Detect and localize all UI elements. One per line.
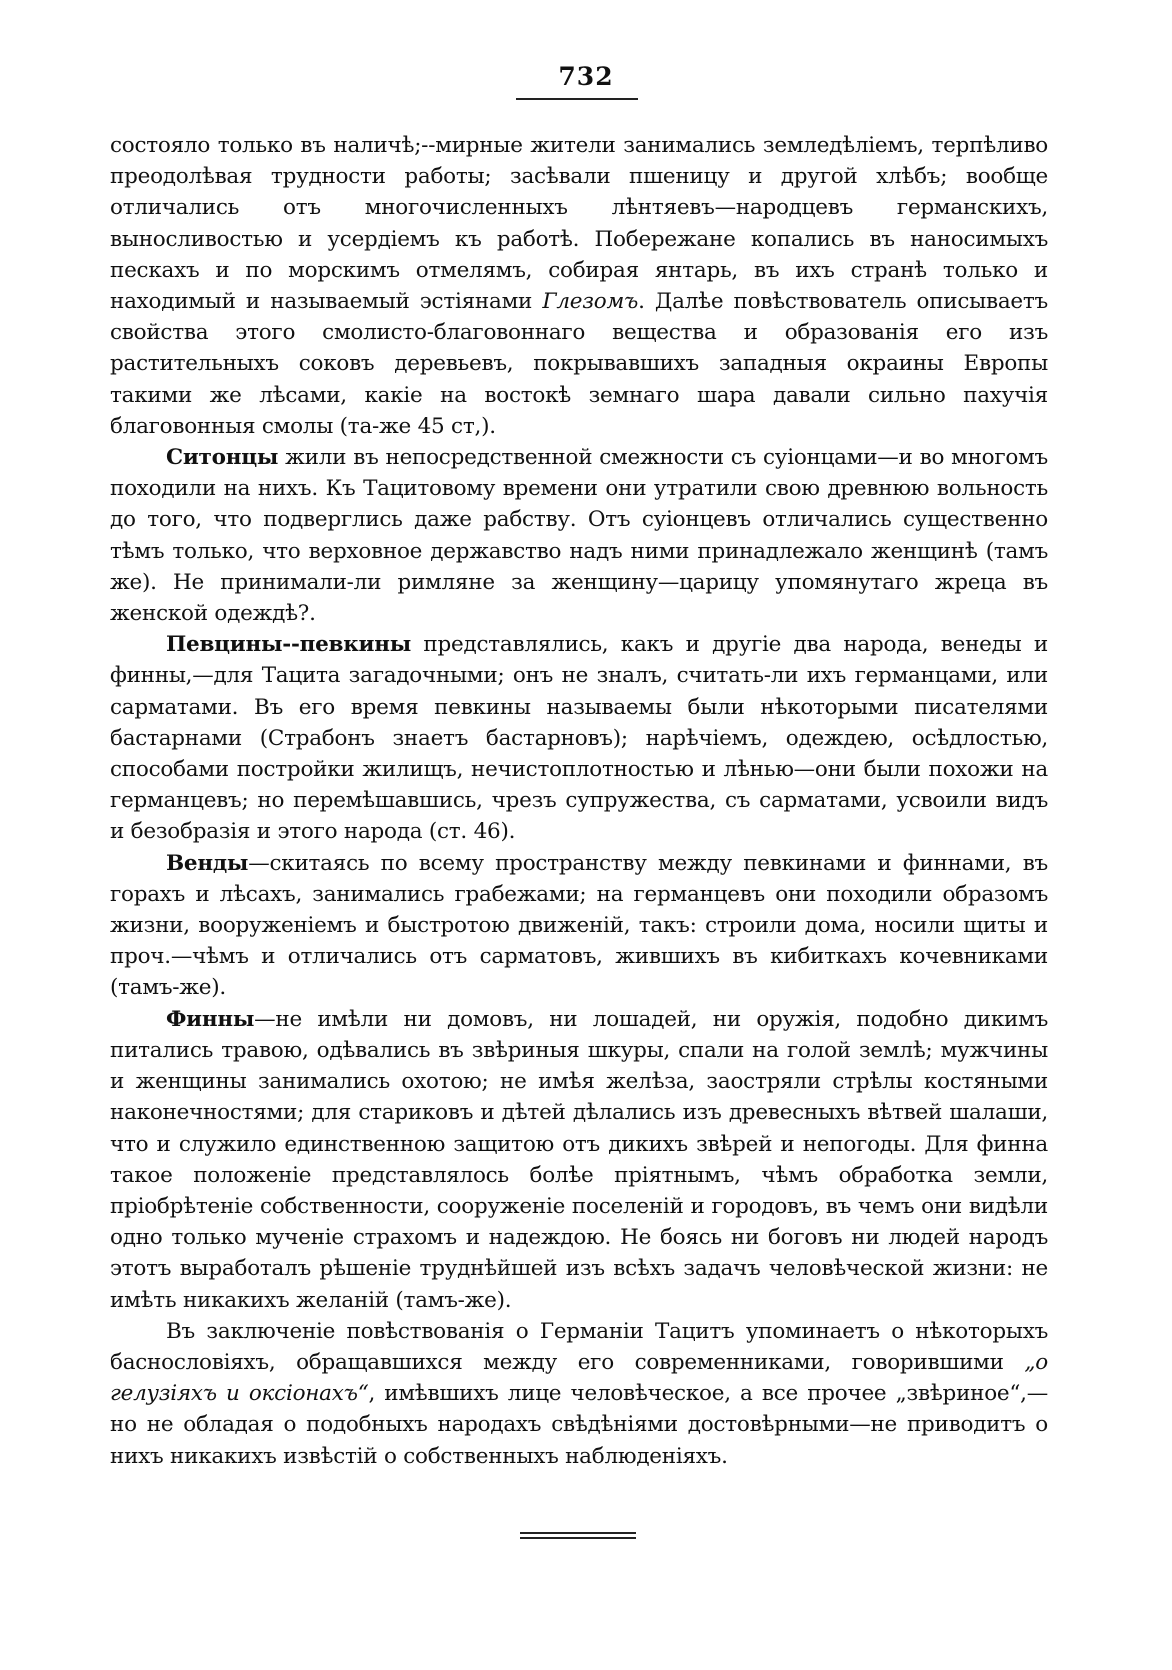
paragraph-text: —не имѣли ни домовъ, ни лошадей, ни оружія, подобно дикимъ питались травою, одѣвались въ звѣриныя шкуры, спали на голой землѣ; мужчины и женщины занимались охотою; не имѣя желѣза, заостряли стрѣлы костяными наконечностями; для стариковъ и дѣтей дѣлались изъ древесныхъ вѣтвей шалаши, что и служило единственною защитою отъ дикихъ звѣрей и непогоды. Для финна такое положеніе представлялось болѣе пріятнымъ, чѣмъ обработка земли, пріобрѣтеніе собственности, сооруженіе поселеній и городовъ, въ чемъ они видѣли одно только мученіе страхомъ и надеждою. Не боясь ни боговъ ни людей народъ этотъ выработалъ рѣшеніе труднѣйшей изъ всѣхъ задачъ человѣческой жизни: не имѣть никакихъ желаній (тамъ-же). [110, 1006, 1048, 1313]
page-number: 732 [558, 62, 614, 91]
section-term: Финны [166, 1006, 255, 1032]
paragraph-text: —скитаясь по всему пространству между певкинами и финнами, въ горахъ и лѣсахъ, занимались грабежами; на германцевъ они походили образомъ жизни, вооруженіемъ и быстротою движеній, такъ: строили дома, носили щиты и проч.—чѣмъ и отличались отъ сарматовъ, жившихъ въ кибиткахъ кочевниками (тамъ-же). [110, 850, 1048, 1001]
paragraph [110, 130, 1048, 442]
paragraph [110, 1004, 1048, 1316]
paragraph [110, 442, 1048, 629]
paragraph-text: представлялись, какъ и другіе два народа, венеды и финны,—для Тацита загадочными; онъ не зналъ, считать-ли ихъ германцами, или сарматами. Въ его время певкины называемы были нѣкоторыми писателями бастарнами (Страбонъ знаетъ бастарновъ); нарѣчіемъ, одеждею, осѣдлостью, способами постройки жилищъ, нечистоплотностью и лѣнью—они были похожи на германцевъ; но перемѣшавшись, чрезъ супружества, съ сарматами, усвоили видъ и безобразія и этого народа (ст. 46). [110, 632, 1048, 845]
paragraph [110, 1316, 1048, 1472]
paragraph [110, 629, 1048, 847]
section-term: Певцины--певкины [166, 632, 412, 658]
emphasis-text: Глезомъ [542, 289, 639, 315]
section-term: Венды [166, 850, 249, 876]
end-rule [520, 1532, 636, 1534]
end-rule [520, 1537, 636, 1539]
emphasis-text: „о гелузіяхъ и оксіонахъ“ [110, 1349, 1048, 1407]
body-text [110, 130, 1048, 1472]
paragraph [110, 848, 1048, 1004]
paragraph-text: , имѣвшихъ лице человѣческое, а все прочее „звѣриное“,—но не обладая о подобныхъ народахъ свѣдѣніями достовѣрными—не приводитъ о нихъ никакихъ извѣстій о собственныхъ наблюденіяхъ. [110, 1381, 1048, 1469]
header-rule [516, 98, 638, 100]
paragraph-text: . Далѣе повѣствователь описываетъ свойства этого смолисто-благовоннаго вещества и образованія его изъ растительныхъ соковъ деревьевъ, покрывавшихъ западныя окраины Европы такими же лѣсами, какіе на востокѣ земнаго шара давали сильно пахучія благовонныя смолы (та-же 45 ст,). [110, 289, 1048, 439]
section-term: Ситонцы [166, 445, 279, 471]
paragraph-text: Въ заключеніе повѣствованія о Германіи Тацитъ упоминаетъ о нѣкоторыхъ баснословіяхъ, обращавшихся между его современниками, говорившими [110, 1318, 1048, 1375]
paragraph-text: жили въ непосредственной смежности съ суіонцами—и во многомъ походили на нихъ. Къ Тацитовому времени они утратили свою древнюю вольность до того, что подверглись даже рабству. Отъ суіонцевъ отличались существенно тѣмъ только, что верховное державство надъ ними принадлежало женщинѣ (тамъ же). Не принимали-ли римляне за женщину—царицу упомянутаго жреца въ женской одеждѣ?. [110, 445, 1048, 627]
paragraph-text: состояло только въ наличѣ;--мирные жители занимались земледѣліемъ, терпѣливо преодолѣвая трудности работы; засѣвали пшеницу и другой хлѣбъ; вообще отличались отъ многочисленныхъ лѣнтяевъ—народцевъ германскихъ, выносливостью и усердіемъ къ работѣ. Побережане копались въ наносимыхъ пескахъ и по морскимъ отмелямъ, собирая янтарь, въ ихъ странѣ только и находимый и называемый эстіянами [110, 133, 1048, 315]
